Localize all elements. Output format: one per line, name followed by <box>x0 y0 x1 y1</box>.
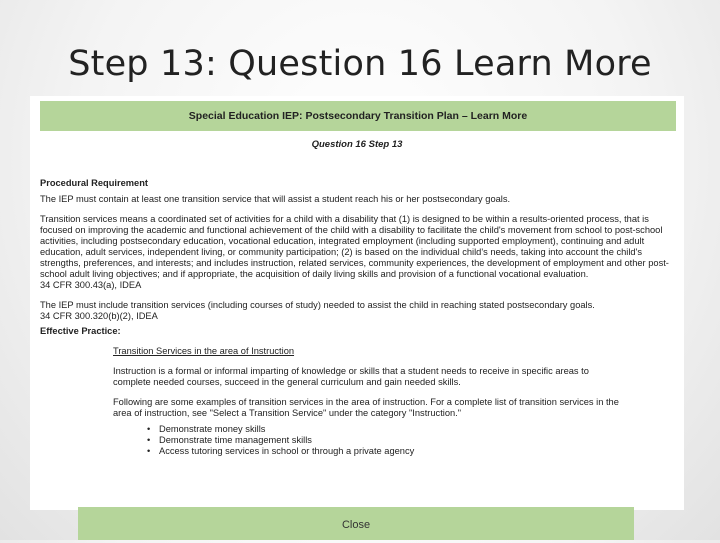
instruction-paragraph-2: Following are some examples of transition services in the area of instruction. For a complete list of transition services in the area of instruction, see "Select a Transition Service" under the category "Instruction." <box>113 397 619 418</box>
procedural-citation-2: 34 CFR 300.320(b)(2), IDEA <box>40 311 158 321</box>
effective-practice-section <box>113 346 623 457</box>
procedural-requirement-label: Procedural Requirement <box>40 178 148 188</box>
procedural-paragraph-1: The IEP must contain at least one transition service that will assist a student reach his or her postsecondary goals. <box>40 194 511 204</box>
instruction-services-link[interactable]: Transition Services in the area of Instruction <box>113 346 295 356</box>
list-item: • Demonstrate time management skills <box>151 435 623 446</box>
slide-title: Step 13: Question 16 Learn More <box>68 44 652 84</box>
document-subheading: Question 16 Step 13 <box>311 139 403 150</box>
procedural-paragraph-2: Transition services means a coordinated set of activities for a child with a disability that (1) is designed to be within a results-oriented process, that is focused on improving the academic and functional achievement of the child with a disability to facilitate the child's movement from school to post-school activities, including postsecondary education, vocational education, integrated employment (including supported employment), continuing and adult education, adult services, independent living, or community participation; (2) is based on the individual child's needs, taking into account the child's strengths, preferences, and interests; and includes instruction, related services, community experiences, the development of employment and other post-school adult living objectives; and if appropriate, the acquisition of daily living skills and provision of a functional vocational evaluation. <box>40 214 669 279</box>
procedural-paragraph-3: The IEP must include transition services (including courses of study) needed to assist the child in reaching stated postsecondary goals. <box>40 300 595 310</box>
procedural-citation-1: 34 CFR 300.43(a), IDEA <box>40 280 142 290</box>
close-button[interactable]: Close <box>78 507 634 540</box>
list-item: • Access tutoring services in school or through a private agency <box>151 446 623 457</box>
instruction-paragraph-1: Instruction is a formal or informal imparting of knowledge or skills that a student needs to receive in specific areas to complete needed courses, succeed in the general curriculum and gain needed skills. <box>113 366 589 387</box>
list-item: • Demonstrate money skills <box>151 424 623 435</box>
instruction-examples-list <box>113 424 623 457</box>
effective-practice-label: Effective Practice: <box>40 326 121 336</box>
document-page <box>30 96 684 510</box>
document-header: Special Education IEP: Postsecondary Transition Plan – Learn More <box>40 101 676 131</box>
document-content <box>40 178 680 457</box>
